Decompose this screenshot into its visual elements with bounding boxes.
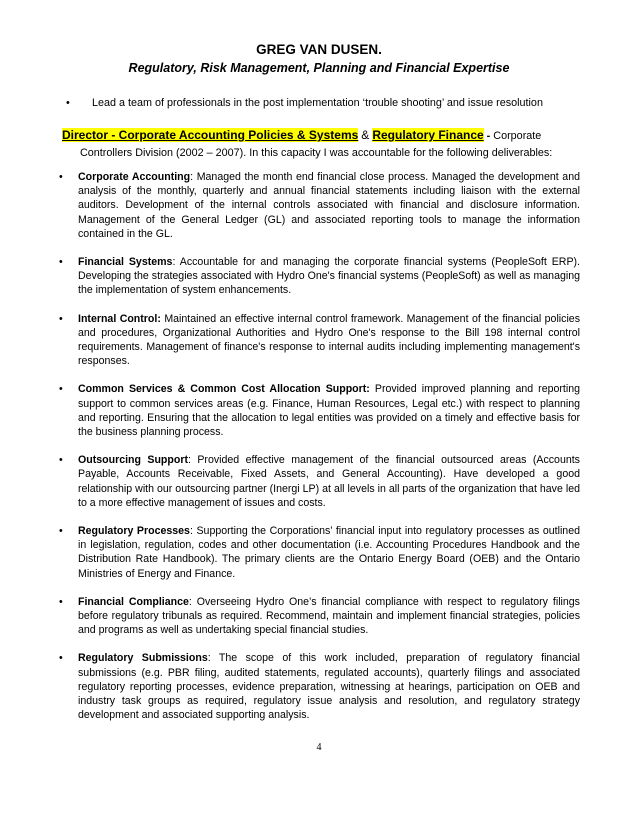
item-text: Provided improved planning and reporting support to common services areas (e.g. Finance, Human Resources, Legal etc.) with respect to planning and reporting. Ensuring that the allocation to legal entities was provided on a timely and effective basis for the business planning process. xyxy=(78,383,580,439)
resume-subtitle: Regulatory, Risk Management, Planning and Financial Expertise xyxy=(128,61,510,75)
role-heading xyxy=(62,127,592,162)
list-item xyxy=(58,524,580,581)
role-ampersand: & xyxy=(361,128,370,142)
item-heading: Financial Systems xyxy=(78,256,173,269)
list-item xyxy=(58,453,580,510)
bullet-icon: • xyxy=(59,595,63,608)
item-text: Provided effective management of the financial outsourced areas (Accounts Payable, Accounts Receivable, Fixed Assets, and General Accounting). Have developed a good relationship with our outsourcing partner (Inergi LP) at all levels in all parts of the organization that have led to a more effective management of issues and costs. xyxy=(78,454,580,509)
role-dash: - xyxy=(483,130,494,142)
intro-text: Lead a team of professionals in the post implementation ‘trouble shooting’ and issue resolution xyxy=(92,97,543,109)
item-separator: : xyxy=(207,652,211,665)
role-description: Controllers Division (2002 – 2007). In this capacity I was accountable for the following deliverables: xyxy=(80,147,553,159)
list-item xyxy=(58,595,580,638)
item-separator: : xyxy=(189,525,193,538)
bullet-icon: • xyxy=(59,256,63,269)
deliverables-list xyxy=(58,170,580,737)
item-heading: Common Services & Common Cost Allocation Support: xyxy=(78,383,370,396)
list-item xyxy=(58,255,580,298)
bullet-icon: • xyxy=(59,312,63,325)
bullet-icon: • xyxy=(59,652,63,665)
item-heading: Regulatory Submissions xyxy=(78,652,208,665)
item-heading: Internal Control: xyxy=(78,312,161,325)
role-title-part2: Regulatory Finance xyxy=(372,128,484,142)
resume-name: GREG VAN DUSEN. xyxy=(256,42,382,57)
page-number: 4 xyxy=(316,742,322,753)
list-item xyxy=(58,170,580,241)
list-item xyxy=(58,312,580,369)
item-text: Accountable for and managing the corporate financial systems (PeopleSoft ERP). Developing the strategies associated with Hydro One's financial systems (PeopleSoft) as well as managing the implementation of system enhancements. xyxy=(78,256,580,297)
list-item xyxy=(58,651,580,722)
item-separator: : xyxy=(190,171,194,183)
item-text: Managed the month end financial close process. Managed the development and analysis of the monthly, quarterly and annual financial statements including liaison with the external auditors. Development of the internal controls associated with financial and disclosure information. Management of the General Ledger (GL) and associated reporting tools to manage the information contained in the GL. xyxy=(78,171,580,240)
item-text: Maintained an effective internal control framework. Management of the financial policies and procedures, Organizational Authorities and Hydro One's response to the Bill 198 internal control requirements. Management of finance's response to internal audits including implementing management's responses. xyxy=(78,312,580,368)
bullet-icon: • xyxy=(66,97,70,109)
item-separator: : xyxy=(172,256,176,269)
item-heading: Corporate Accounting xyxy=(78,171,191,183)
item-separator: : xyxy=(187,454,191,467)
item-text: Overseeing Hydro One’s financial compliance with respect to regulatory filings before regulatory tribunals as required. Recommend, maintain and implement financial strategies, policies and programs as well as undertaking special financial studies. xyxy=(78,595,580,637)
item-heading: Regulatory Processes xyxy=(78,525,190,538)
item-separator: : xyxy=(188,595,192,608)
bullet-icon: • xyxy=(59,454,63,467)
list-item xyxy=(58,382,580,439)
role-division-first: Corporate xyxy=(493,130,542,142)
bullet-icon: • xyxy=(59,383,63,396)
bullet-icon: • xyxy=(59,525,63,538)
item-heading: Financial Compliance xyxy=(78,595,189,608)
item-heading: Outsourcing Support xyxy=(78,454,188,467)
item-text: Supporting the Corporations’ financial input into regulatory processes as outlined in legislation, regulation, codes and other documentation (i.e. Accounting Procedures Handbook and the Distribution Rate Handbook). The primary clients are the Ontario Energy Board (OEB) and the Ontario Ministries of Energy and Finance. xyxy=(78,525,580,580)
bullet-icon: • xyxy=(59,171,63,183)
role-title-part1: Director - Corporate Accounting Policies & Systems xyxy=(62,128,359,142)
item-text: The scope of this work included, preparation of regulatory financial submissions (e.g. PBR filing, audited statements, regulated accounts), quarterly filings and associated regulatory reporting processes, evidence preparation, witnessing at hearings, participation on OEB and industry task groups as required, regulatory issue analysis and resolution, and regulatory strategy development and associated supporting analysis. xyxy=(78,652,580,722)
